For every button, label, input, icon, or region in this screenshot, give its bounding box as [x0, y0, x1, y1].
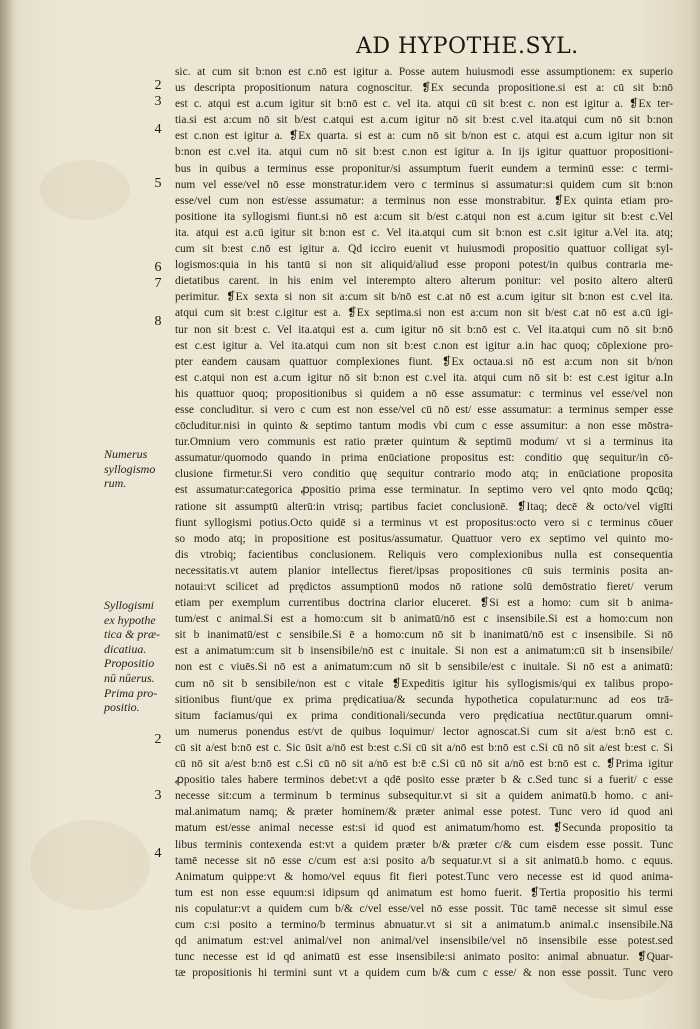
text-line: cum sit b:est c.nō est igitur a. Qd icciro euenit vt huiusmodi propositio quattuor colligat syl- [175, 243, 673, 256]
text-line: ratione sit assumptū alterū:in vtrisq; partibus faciet conclusionē. ❡Itaq; decē & octo/vel vigīti [175, 500, 673, 513]
text-line: est c.atqui non est a.cum igitur nō sit b:non est c.vel ita. atqui cum nō sit b: est c.est igitur a.In [175, 371, 673, 384]
text-line: dis vtrobiq; facientibus conclusionem. Reliquis vero complexionibus nulla est consequentia [175, 548, 673, 561]
margin-note-line: ex hypothe [104, 612, 156, 627]
text-line: cū nō sit a/est b:nō est c.Si cū nō sit a/nō est b:ē c.Si cū nō sit a/nō est b:nō est c. ❡Prima igitur [175, 758, 673, 771]
paper-stain [30, 820, 150, 910]
text-line: tæ propositionis hi termini sunt vt a quidem cum b/& cum c esse/ & non esse possit. Tunc vero [175, 967, 673, 980]
text-line: b:non est c.vel ita. atqui cum nō sit b:est c.non est igitur a. In ijs igitur quattuor propositioni- [175, 146, 673, 159]
binding-shadow [0, 0, 14, 1029]
text-line: est c. atqui est a.cum igitur sit b:nō est c. vel ita. atqui cū sit b:est c. non est igitur a. ❡Ex ter- [175, 98, 673, 111]
text-line: bus in quibus a terminus esse proponitur/si assumptum fuerit eundem a terminū esse: c termi- [175, 162, 673, 175]
margin-note-numerus [104, 447, 170, 491]
margin-number: 8 [154, 314, 162, 329]
text-line: Animatum quippe:vt & homo/vel equus fit fieri potest.Tunc vero necesse est id quod anima- [175, 870, 673, 883]
text-line: positione ita syllogismi fiunt.si nō est a:cum sit b/est c.atqui non est a.cum igitur sit b:est c.Vel [175, 210, 673, 223]
text-line: est a animatum:cum sit b insensibile/nō est c inuitale. Si non est a animatum:cū sit b insensibile/ [175, 645, 673, 658]
text-line: clusione firmetur.Si vero conditio quę sequitur contrario modo atq; in enūciatione proposita [175, 468, 673, 481]
text-line: tum/est c animal.Si est a homo:cum sit b animatū/nō est c insensibile.Si est a homo:cum non [175, 613, 673, 626]
margin-number: 4 [154, 122, 162, 137]
margin-number: 4 [154, 846, 162, 861]
margin-number: 6 [154, 260, 162, 275]
text-line: esse/vel cum non est/esse assumatur: a terminus non esse monstrabitur. ❡Ex quinta etiam pro- [175, 194, 673, 207]
margin-number: 7 [154, 276, 162, 291]
margin-note-line: Numerus [104, 447, 148, 461]
text-line: non est c viuēs.Si nō est a animatum:cum nō sit b sensibile/est c inuitale. Si nō est a animatū: [175, 661, 673, 674]
paper-stain [40, 160, 130, 220]
text-line: cum nō sit b sensibile/non est c vitale ❡Expeditis igitur his syllogismis/qui ex talibus propo- [175, 677, 673, 690]
text-line: cum c:si posito a termino/b terminus abnuatur.vt si sit a animatum.b animal.c insensibile.Nā [175, 918, 673, 931]
text-line: tunc necesse est id qd animatū est esse insensibile:si animato posito: animal abnuatur. ❡Quar- [175, 951, 673, 964]
text-line: necesse sit:cum a terminum b terminus subsequitur.vt si sit a quidem animatū.b homo. c ani- [175, 790, 673, 803]
text-line: tia.si est a:cum nō sit b/est c.atqui est a.cum igitur nō sit b:est c.vel ita.atqui cum nō sit b:non [175, 114, 673, 127]
text-line: cōcluditur.nisi in quinto & septimo tantum modis vbi cum c esse assumitur: a non esse mōstra- [175, 420, 673, 433]
text-line: libus terminis contexenda est:vt a quidem præter b/& præter c/& cum eisdem esse possit. Tunc [175, 838, 673, 851]
margin-number: 3 [154, 788, 162, 803]
text-line: assumatur/quomodo quando in prima enūciatione propositus est: conditio quę sequitur/in cō- [175, 452, 673, 465]
margin-note-line: rum. [104, 476, 127, 491]
margin-note-line: Syllogismi [104, 598, 154, 612]
margin-note-line: dicatiua. [104, 641, 147, 656]
text-line: num vel esse/vel nō esse monstratur.idem vero c terminus si assumatur:si quidem cum sit b:non [175, 178, 673, 191]
text-line: cū sit a/est b:nō est c. Sic ūsit a/nō est b:est c.Si cū sit a/nō est b:nō est c.Si cū nō sit a/est b:est c. Si [175, 741, 673, 754]
margin-note-line: tica & præ- [104, 627, 160, 642]
text-line: ita. atqui est a.cū igitur sit b:non est c. Vel ita.atqui cum sit b:non est c.sit igitur a.Vel ita. atq; [175, 226, 673, 239]
text-line: tur.Omnium vero communis est ratio præter quintum & septimū modum/ vt si a terminus ita [175, 436, 673, 449]
text-line: perimitur. ❡Ex sexta si non sit a:cum sit b/nō est c.at nō est a.cum igitur sit b:non est c.vel ita. [175, 291, 673, 304]
margin-number: 3 [154, 94, 162, 109]
margin-note-line: positio. [104, 700, 140, 715]
text-line: us descripta propositionum natura cognoscitur. ❡Ex secunda propositione.si est a: cū sit b:nō [175, 82, 673, 95]
text-line: situm faciamus/qui ex prima conditionali/secunda vero prędicatiua nectūtur.quarum omni- [175, 709, 673, 722]
text-line: est c.est igitur a. Vel ita.atqui cum non sit b:est c.non est igitur a.in hac quoq; cōplexione pro- [175, 339, 673, 352]
text-line: so modo atq; in propositione est positus/assumatur. Quattuor vero ex septimo vel quinto mo- [175, 532, 673, 545]
text-line: necessitatis.vt autem planior intellectus fieret/ipsas propositiones cū suis terminis posita an- [175, 564, 673, 577]
text-line: esse concluditur. si vero c cum est non esse/vel cū nō est/ esse assumatur: a terminus semper esse [175, 403, 673, 416]
margin-note-syllogismi [104, 598, 170, 715]
text-line: sic. at cum sit b:non est c.nō est igitur a. Posse autem huiusmodi esse assumptionem: ex superio [175, 66, 673, 78]
running-title: AD HYPOTHE.SYL. [356, 34, 579, 59]
text-line: sit b inanimatū/est c sensibile.Si ē a homo:cum nō sit b inanimatū/nō est c insensibile. Si nō [175, 629, 673, 642]
margin-number: 5 [154, 176, 162, 191]
text-line: mal.animatum namq; & præter hominem/& præter animal esse potest. Tunc vero id quod ani [175, 806, 673, 819]
text-line: matum est/esse animal necesse est:si id quod est animatum/homo est. ❡Secunda propositio ta [175, 822, 673, 835]
margin-note-line: Propositio [104, 656, 155, 671]
text-block [175, 64, 673, 981]
text-line: est assumatur:categorica ꝓpositio prima esse terminatur. In septimo vero vel qnto modo ꝗcūq; [175, 484, 673, 497]
text-line: tum est non esse equum:si idipsum qd animatum est homo fuerit. ❡Tertia propositio his termi [175, 886, 673, 899]
text-line: tamē necesse sit nō esse c/cum est a:si posito a/b sequatur.vt si a sit animatū.b homo. c equus. [175, 854, 673, 867]
text-line: tur non sit b:est c. Vel ita.atqui est a. cum igitur nō sit b:nō est c. Vel ita.atqui cum nō sit b:nō [175, 323, 673, 336]
text-line: ꝓpositio tales habere terminos debet:vt a qdē posito esse præter b & c.Sed tunc si a fuerit/ c esse [175, 774, 673, 787]
text-line: pter eandem causam quattuor complexiones fiunt. ❡Ex octaua.si nō est a:cum non sit b/non [175, 355, 673, 368]
text-line: qd animatum est:vel animal/vel non animal/vel insensibile/vel nō insensibile esse potest.sed [175, 935, 673, 948]
margin-note-line: Prima pro- [104, 685, 158, 700]
text-line: um numerus ponendus est/vt de quibus loquimur/ lector agnoscat.Si cum sit a/est b:nō est c. [175, 725, 673, 738]
text-line: etiam per exemplum currentibus doctrina clarior eluceret. ❡Si est a homo: cum sit b anima- [175, 597, 673, 610]
margin-note-line: syllogismo [104, 461, 156, 476]
text-line: sitionibus fiunt/que ex prima prędicatiua/& secunda hypothetica copulatur:nunc ad eos trā- [175, 693, 673, 706]
text-line: nis copulatur:vt a quidem cum b/& c/vel esse/vel nō esse possit. Tūc tamē necesse sit simul esse [175, 902, 673, 915]
text-line: est c.non est igitur a. ❡Ex quarta. si est a: cum nō sit b/non est c. atqui est a.cum igitur non sit [175, 130, 673, 143]
text-line: logismos:quia in his tantū si non sit aliquid/aliud esse proponi potest/in quibus contraria me- [175, 259, 673, 272]
text-line: notaui:vt scilicet ad prędictos assumptionū modos nō ratione solū demōstratio fieret/ verum [175, 581, 673, 593]
text-line: his quattuor quoq; propositionibus si quidem a nō esse assumatur: c terminus vel esse/vel non [175, 387, 673, 400]
text-line: atqui cum sit b:est c.igitur est a. ❡Ex septima.si non est a:cum non sit b/est c.at nō est a.cū igi- [175, 307, 673, 320]
margin-note-line: nū nūerus. [104, 670, 155, 685]
margin-number: 2 [154, 732, 162, 747]
margin-number: 2 [154, 78, 162, 93]
text-line: dietatibus carent. in his enim vel interempto altero alterum ponitur: vel posito altero alterū [175, 275, 673, 288]
text-line: fiunt syllogismi potius.Octo quidē si a terminus vt est propositus:octo vero si c terminus cōuer [175, 516, 673, 529]
